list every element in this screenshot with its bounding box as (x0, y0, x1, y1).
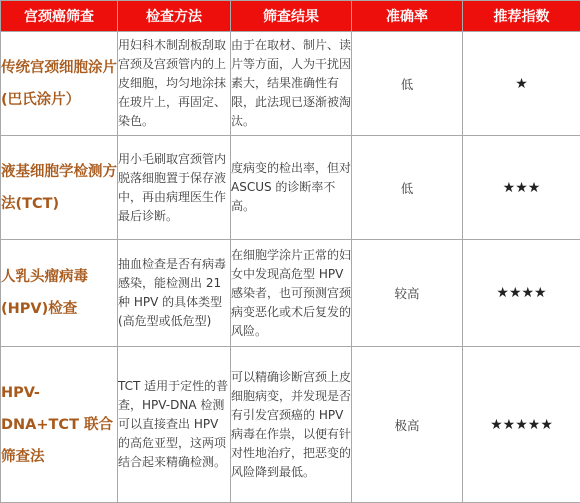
method-text: 用妇科木制刮板刮取宫颈及宫颈管内的上皮细胞，均匀地涂抹在玻片上，再固定、染色。 (118, 32, 231, 136)
result-text: 由于在取材、制片、读片等方面，人为干扰因素大，结果准确性有限，此法现已逐渐被淘汰。 (231, 32, 352, 136)
header-rating: 推荐指数 (463, 1, 580, 32)
star-rating: ★★★★★ (463, 347, 580, 503)
method-text: 用小毛刷取宫颈管内脱落细胞置于保存液中，再由病理医生作最后诊断。 (118, 136, 231, 239)
result-text: 可以精确诊断宫颈上皮细胞病变，并发现是否有引发宫颈癌的 HPV 病毒在作祟，以便有针对性地治疗，把恶变的风险降到最低。 (231, 347, 352, 503)
star-rating: ★★★★ (463, 239, 580, 346)
table-row (1, 32, 580, 136)
header-screening: 宫颈癌筛查 (1, 1, 118, 32)
method-text: TCT 适用于定性的普查，HPV-DNA 检测可以直接查出 HPV 的高危亚型，这两项结合起来精确检测。 (118, 347, 231, 503)
star-rating: ★ (463, 32, 580, 136)
star-rating: ★★★ (463, 136, 580, 239)
header-row (1, 1, 580, 32)
method-text: 抽血检查是否有病毒感染，能检测出 21 种 HPV 的具体类型 (高危型或低危型) (118, 239, 231, 346)
screening-name: HPV-DNA+TCT 联合筛查法 (1, 347, 118, 503)
table-row (1, 239, 580, 346)
result-text: 度病变的检出率，但对 ASCUS 的诊断率不高。 (231, 136, 352, 239)
accuracy-value: 极高 (352, 347, 463, 503)
header-result: 筛查结果 (231, 1, 352, 32)
accuracy-value: 较高 (352, 239, 463, 346)
header-method: 检查方法 (118, 1, 231, 32)
table-row (1, 347, 580, 503)
result-text: 在细胞学涂片正常的妇女中发现高危型 HPV 感染者，也可预测宫颈病变恶化或术后复发的风险。 (231, 239, 352, 346)
accuracy-value: 低 (352, 136, 463, 239)
screening-name: 人乳头瘤病毒(HPV)检查 (1, 239, 118, 346)
screening-name: 液基细胞学检测方法(TCT) (1, 136, 118, 239)
accuracy-value: 低 (352, 32, 463, 136)
table-row (1, 136, 580, 239)
screening-name: 传统宫颈细胞涂片(巴氏涂片） (1, 32, 118, 136)
header-accuracy: 准确率 (352, 1, 463, 32)
